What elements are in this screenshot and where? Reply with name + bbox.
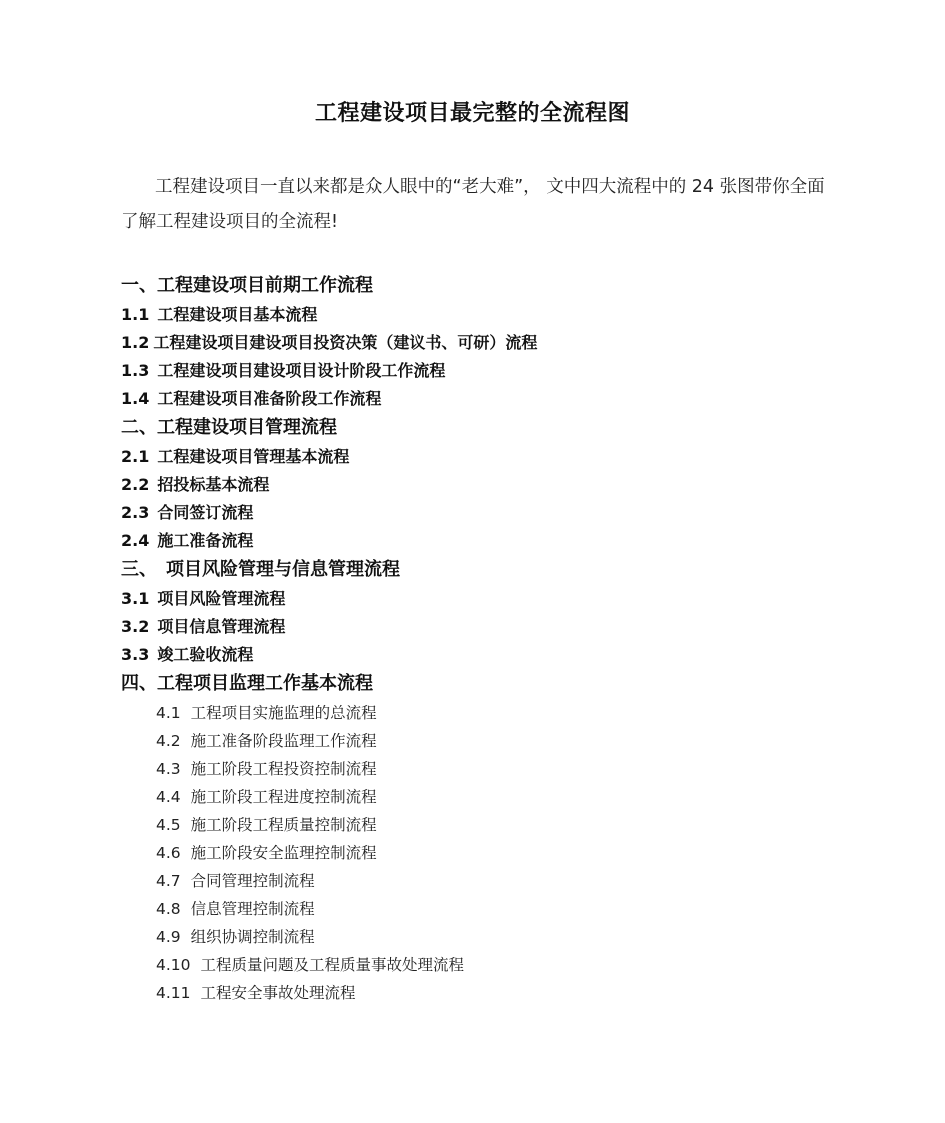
toc-item-1-2 [121,329,881,357]
toc-item-number: 1.3 [121,361,150,380]
toc-item-number: 1.4 [121,389,150,408]
toc-item-number: 4.10 [156,956,191,974]
toc-item-number: 4.3 [156,760,181,778]
section-heading-4: 四、工程项目监理工作基本流程 [121,673,373,694]
toc-item-3-3 [121,641,881,669]
toc-item-number: 4.8 [156,900,181,918]
intro-text: 工程建设项目一直以来都是众人眼中的“老大难”， 文中四大流程中的 24 张图带你全面了解工程建设项目的全流程! [121,177,825,232]
toc-item-label: 工程项目实施监理的总流程 [190,704,377,722]
toc-item-4-1 [121,699,881,727]
toc-item-number: 4.1 [156,704,181,722]
table-of-contents [121,271,881,1007]
toc-item-4-3 [121,755,881,783]
toc-item-label: 工程质量问题及工程质量事故处理流程 [200,956,465,974]
toc-item-4-10 [121,951,881,979]
toc-item-number: 4.7 [156,872,181,890]
toc-item-number: 3.2 [121,617,150,636]
toc-item-label: 施工准备阶段监理工作流程 [190,732,377,750]
toc-item-label: 工程建设项目准备阶段工作流程 [157,389,382,408]
toc-item-number: 4.5 [156,816,181,834]
toc-item-label: 施工准备流程 [157,531,254,550]
document-title: 工程建设项目最完整的全流程图 [314,100,630,126]
intro-paragraph [121,170,831,240]
toc-item-label: 信息管理控制流程 [190,900,315,918]
toc-item-label: 工程建设项目管理基本流程 [157,447,350,466]
toc-item-label: 工程建设项目建设项目投资决策（建议书、可研）流程 [153,333,538,352]
toc-item-label: 工程建设项目建设项目设计阶段工作流程 [157,361,446,380]
toc-item-1-4 [121,385,881,413]
toc-item-number: 3.3 [121,645,150,664]
toc-item-number: 4.2 [156,732,181,750]
section-heading-3: 三、 项目风险管理与信息管理流程 [121,559,400,580]
toc-item-label: 施工阶段工程投资控制流程 [190,760,377,778]
toc-item-number: 2.2 [121,475,150,494]
toc-item-1-3 [121,357,881,385]
toc-item-4-6 [121,839,881,867]
toc-item-label: 竣工验收流程 [157,645,254,664]
toc-item-4-5 [121,811,881,839]
toc-item-number: 2.3 [121,503,150,522]
toc-item-label: 工程安全事故处理流程 [200,984,356,1002]
toc-item-number: 4.11 [156,984,191,1002]
toc-item-number: 4.4 [156,788,181,806]
toc-item-label: 施工阶段安全监理控制流程 [190,844,377,862]
toc-item-4-8 [121,895,881,923]
toc-item-label: 施工阶段工程进度控制流程 [190,788,377,806]
toc-item-number: 4.6 [156,844,181,862]
toc-item-2-4 [121,527,881,555]
toc-item-4-9 [121,923,881,951]
section-heading-1: 一、工程建设项目前期工作流程 [121,275,373,296]
toc-item-4-2 [121,727,881,755]
toc-item-4-7 [121,867,881,895]
toc-item-label: 合同管理控制流程 [190,872,315,890]
toc-item-label: 项目风险管理流程 [157,589,286,608]
toc-item-1-1 [121,301,881,329]
toc-item-3-2 [121,613,881,641]
toc-item-number: 4.9 [156,928,181,946]
toc-item-number: 2.4 [121,531,150,550]
toc-item-label: 组织协调控制流程 [190,928,315,946]
toc-item-label: 工程建设项目基本流程 [157,305,318,324]
toc-item-label: 合同签订流程 [157,503,254,522]
toc-item-2-1 [121,443,881,471]
toc-item-4-4 [121,783,881,811]
toc-item-3-1 [121,585,881,613]
toc-item-2-3 [121,499,881,527]
toc-item-number: 3.1 [121,589,150,608]
toc-item-label: 施工阶段工程质量控制流程 [190,816,377,834]
toc-item-4-11 [121,979,881,1007]
toc-item-number: 1.1 [121,305,150,324]
toc-item-2-2 [121,471,881,499]
toc-item-number: 2.1 [121,447,150,466]
toc-item-number: 1.2 [121,333,150,352]
toc-item-label: 项目信息管理流程 [157,617,286,636]
section-heading-2: 二、工程建设项目管理流程 [121,417,337,438]
toc-item-label: 招投标基本流程 [157,475,270,494]
